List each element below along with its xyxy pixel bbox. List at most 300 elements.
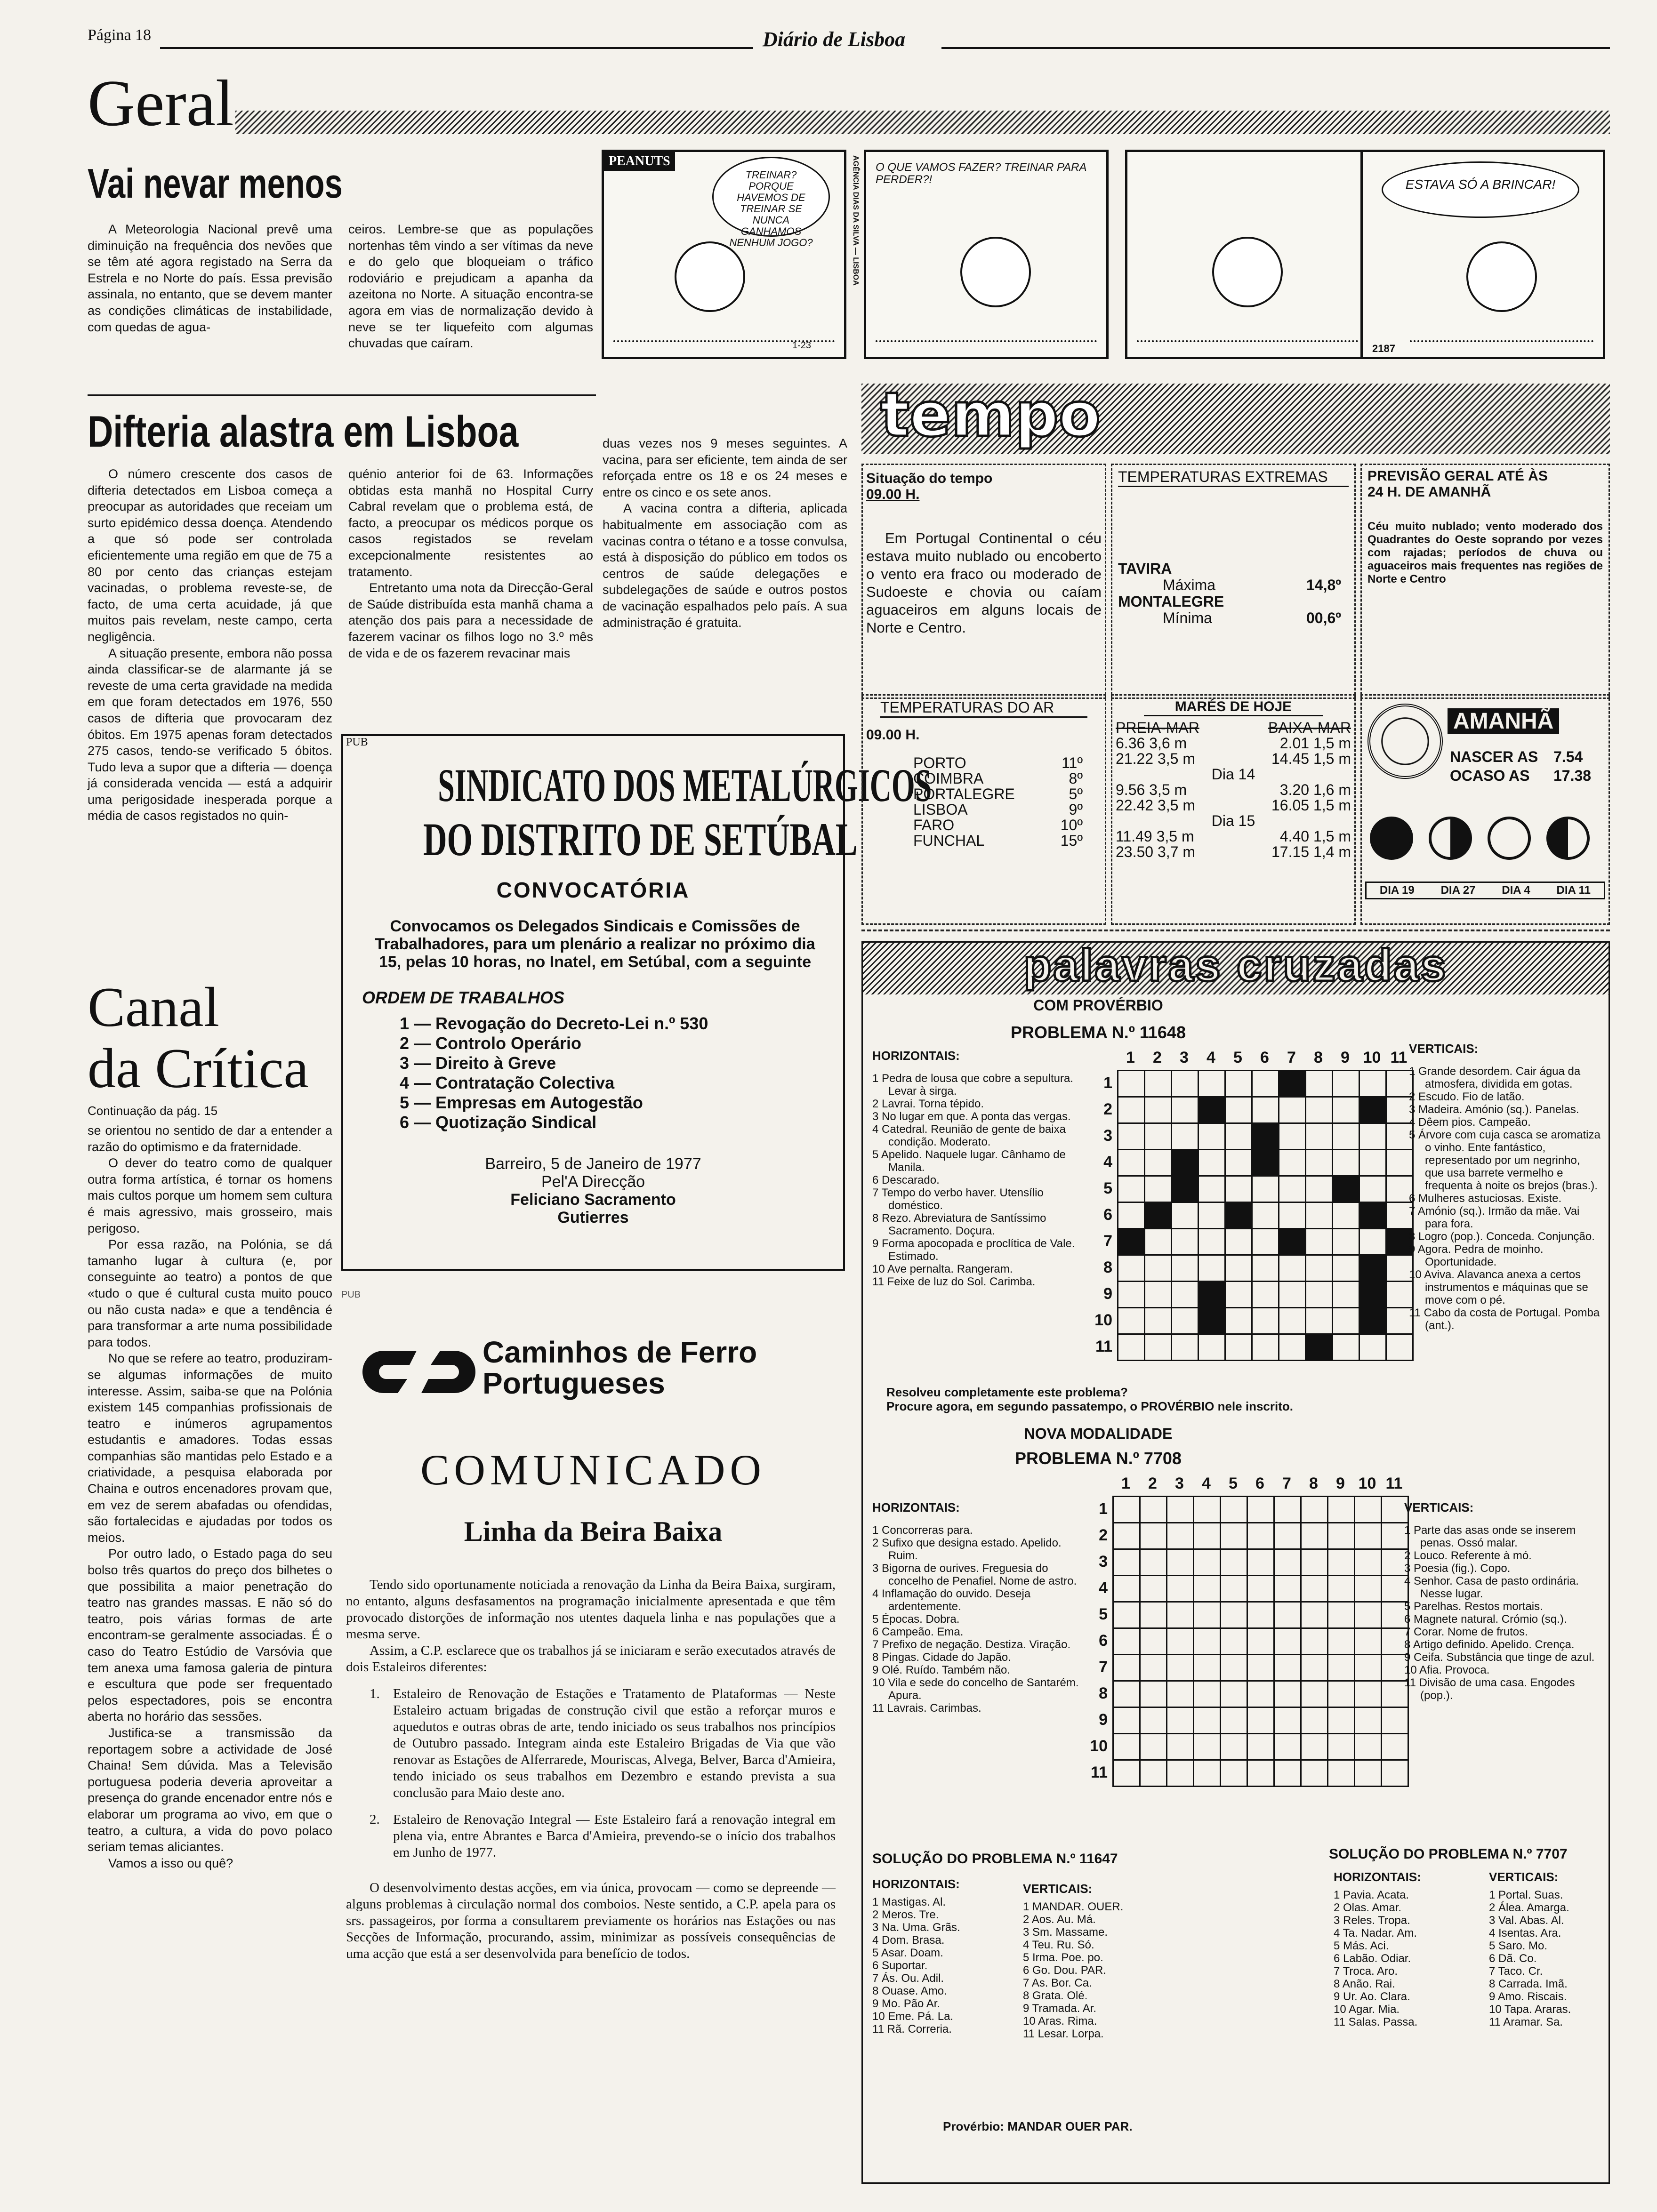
- grid-cell[interactable]: [1118, 1334, 1145, 1361]
- weather-extreme-min-value: 00,6º: [1306, 609, 1341, 626]
- grid-cell[interactable]: [1247, 1497, 1274, 1523]
- grid-cell[interactable]: [1333, 1255, 1359, 1282]
- grid-cell[interactable]: [1140, 1497, 1167, 1523]
- grid-cell[interactable]: [1359, 1071, 1386, 1097]
- weather-extremes-title: TEMPERATURAS EXTREMAS: [1118, 468, 1349, 487]
- grid-cell[interactable]: [1274, 1734, 1301, 1760]
- grid-cell[interactable]: [1328, 1497, 1355, 1523]
- crossword-problem-2: PROBLEMA N.º 7708: [1015, 1449, 1182, 1468]
- grid-cell[interactable]: [1225, 1255, 1252, 1282]
- grid-cell[interactable]: [1167, 1576, 1194, 1602]
- grid-cell[interactable]: [1225, 1176, 1252, 1202]
- grid-cell[interactable]: [1247, 1549, 1274, 1576]
- grid-cell[interactable]: [1118, 1255, 1145, 1282]
- crossword-subtitle: COM PROVÉRBIO: [1033, 997, 1163, 1014]
- grid-cell[interactable]: [1199, 1334, 1225, 1361]
- grid-cell[interactable]: [1247, 1523, 1274, 1549]
- grid-cell[interactable]: [1306, 1334, 1333, 1361]
- sunset-value: 17.38: [1553, 767, 1592, 784]
- grid-cell[interactable]: [1172, 1097, 1199, 1123]
- grid-cell[interactable]: [1355, 1734, 1382, 1760]
- grid-cell[interactable]: [1333, 1176, 1359, 1202]
- grid-cell[interactable]: [1247, 1602, 1274, 1628]
- grid-cell[interactable]: [1328, 1549, 1355, 1576]
- grid-cell[interactable]: [1194, 1576, 1221, 1602]
- grid-cell[interactable]: [1355, 1602, 1382, 1628]
- grid-cell[interactable]: [1306, 1308, 1333, 1334]
- grid-cell[interactable]: [1199, 1176, 1225, 1202]
- grid-cell[interactable]: [1359, 1282, 1386, 1308]
- grid-cell[interactable]: [1194, 1602, 1221, 1628]
- grid-cell[interactable]: [1359, 1229, 1386, 1255]
- grid-cell[interactable]: [1113, 1760, 1140, 1787]
- grid-cell[interactable]: [1145, 1255, 1172, 1282]
- agenda-item: 2 — Controlo Operário: [400, 1034, 582, 1053]
- grid-cell[interactable]: [1333, 1150, 1359, 1176]
- grid-cell[interactable]: [1145, 1334, 1172, 1361]
- grid-cell[interactable]: [1301, 1707, 1328, 1734]
- grid-cell[interactable]: [1333, 1097, 1359, 1123]
- grid-cell[interactable]: [1247, 1760, 1274, 1787]
- grid-cell[interactable]: [1113, 1681, 1140, 1707]
- weather-section: [861, 379, 1610, 925]
- grid-cell[interactable]: [1359, 1255, 1386, 1282]
- grid-cell[interactable]: [1328, 1681, 1355, 1707]
- canal-continuation: Continuação da pág. 15: [88, 1104, 218, 1118]
- grid-cell[interactable]: [1113, 1549, 1140, 1576]
- grid-cell[interactable]: [1225, 1202, 1252, 1229]
- solution-2-horizontal: 1 Pavia. Acata. 2 Olas. Amar. 3 Reles. Tropa. 4 Ta. Nadar. Am. 5 Más. Aci. 6 Labão. Odiar. 7 Troca. Aro. 8 Anão. Rai. 9 Ur. Ao. Clara. 10 Agar. Mia. 11 Salas. Passa.: [1334, 1889, 1418, 2028]
- puzzle2-horizontal-label: HORIZONTAIS:: [872, 1500, 960, 1515]
- air-row: PORTALEGRE 5º: [913, 785, 1083, 802]
- grid-cell[interactable]: [1113, 1602, 1140, 1628]
- grid-cell[interactable]: [1172, 1255, 1199, 1282]
- amanha-label: AMANHÃ: [1448, 708, 1559, 734]
- page-number: Página 18: [88, 26, 152, 44]
- cp-ad-tag: PUB: [341, 1290, 361, 1300]
- weather-forecast-title: PREVISÃO GERAL ATÉ ÀS 24 H. DE AMANHÃ: [1367, 468, 1548, 500]
- grid-cell[interactable]: [1221, 1655, 1247, 1681]
- grid-cell[interactable]: [1252, 1255, 1279, 1282]
- masthead-rule-right: [941, 47, 1610, 49]
- grid-cell[interactable]: [1194, 1549, 1221, 1576]
- grid-cell[interactable]: [1172, 1176, 1199, 1202]
- grid-cell[interactable]: [1167, 1602, 1194, 1628]
- grid-cell[interactable]: [1221, 1602, 1247, 1628]
- grid-cell[interactable]: [1145, 1150, 1172, 1176]
- grid-cell[interactable]: [1140, 1628, 1167, 1655]
- grid-cell[interactable]: [1306, 1150, 1333, 1176]
- grid-cell[interactable]: [1252, 1334, 1279, 1361]
- grid-cell[interactable]: [1113, 1576, 1140, 1602]
- sun-icon: [1367, 704, 1443, 779]
- grid-cell[interactable]: [1118, 1229, 1145, 1255]
- grid-cell[interactable]: [1172, 1229, 1199, 1255]
- grid-cell[interactable]: [1194, 1734, 1221, 1760]
- grid-cell[interactable]: [1252, 1308, 1279, 1334]
- grid-cell[interactable]: [1252, 1123, 1279, 1150]
- grid-cell[interactable]: [1355, 1497, 1382, 1523]
- grid-cell[interactable]: [1301, 1655, 1328, 1681]
- grid-cell[interactable]: [1221, 1760, 1247, 1787]
- grid-cell[interactable]: [1118, 1176, 1145, 1202]
- grid-cell[interactable]: [1118, 1097, 1145, 1123]
- puzzle1-vertical-clues: 1 Grande desordem. Cair água da atmosfera, dividida em gotas. 2 Escudo. Fio de latão. 3 Madeira. Amónio (sq.). Panelas. 4 Dêem pios. Campeão. 5 Árvore com cuja casca se aromatiza o vinho. Ente fantástico, representado por um negrinho, que usa barrete vermelho e frequenta à noite os brejos (bras.). 6 Mulheres astuciosas. Existe. 7 Amónio (sq.). Irmão da mãe. Vai para fora. 8 Logro (pop.). Conceda. Conjunção. 9 Agora. Pedra de moinho. Oportunidade. 10 Aviva. Alavanca anexa a certos instrumentos e máquinas que se move com o pé. 11 Cabo da costa de Portugal. Pomba (ant.).: [1409, 1065, 1601, 1332]
- grid-cell[interactable]: [1145, 1097, 1172, 1123]
- weather-extreme-max-label: Máxima: [1163, 577, 1216, 593]
- comic-ground-2: [876, 340, 1097, 342]
- grid-cell[interactable]: [1225, 1334, 1252, 1361]
- diphtheria-col1: O número crescente dos casos de difteria detectados em Lisboa começa a preocupar as autoridades que receiam um surto epidémico dessa doença. Atendendo a que só pode ser controlada eficientemente uma região em que de 75 a 80 por cento das crianças estejam vacinadas, o problema reveste-se, de facto, de uma certa acuidade, já que muitos pais revelam, neste campo, certa negligência. A situação presente, embora não possa ainda classificar-se de alarmante já se reveste de uma certa gravidade na medida em que foram detectados em 1976, 550 casos de difteria que provocaram dez óbitos. Em 1975 apenas foram detectados 275 casos, tendo-se verificado 5 óbitos. Tudo leva a supor que a difteria — doença já considerada vencida — está a adquirir uma perigosidade inesperada porque a média de casos registados no quin-: [88, 467, 332, 823]
- grid-cell[interactable]: [1274, 1681, 1301, 1707]
- weather-air-table: [913, 755, 1083, 849]
- grid-cell[interactable]: [1301, 1523, 1328, 1549]
- proverb-answer: Provérbio: MANDAR OUER PAR.: [943, 2119, 1133, 2133]
- union-ad-signoff: Barreiro, 5 de Janeiro de 1977 Pel'A Direcção Feliciano Sacramento Gutierres: [485, 1155, 701, 1226]
- grid-cell[interactable]: [1279, 1071, 1306, 1097]
- grid-cell[interactable]: [1199, 1282, 1225, 1308]
- grid-cell[interactable]: [1359, 1176, 1386, 1202]
- charlie-brown-figure-3: [1212, 237, 1283, 307]
- grid-cell[interactable]: [1199, 1229, 1225, 1255]
- canal-title-1: Canal: [88, 976, 219, 1038]
- grid-cell[interactable]: [1113, 1497, 1140, 1523]
- crossword-top-rule: [861, 930, 1610, 931]
- speech-balloon-2: O QUE VAMOS FAZER? TREINAR PARA PERDER?!: [876, 161, 1086, 186]
- weather-forecast-text: Céu muito nublado; vento moderado dos Quadrantes do Oeste soprando por vezes com rajadas; períodos de chuva ou aguaceiros mais frequentes nas regiões de Norte e Centro: [1367, 520, 1603, 585]
- puzzle1-vertical-label: VERTICAIS:: [1409, 1042, 1479, 1056]
- union-ad-pub-tag: PUB: [346, 736, 368, 748]
- grid-cell[interactable]: [1221, 1549, 1247, 1576]
- grid-cell[interactable]: [1194, 1628, 1221, 1655]
- grid-cell[interactable]: [1167, 1523, 1194, 1549]
- grid-cell[interactable]: [1274, 1549, 1301, 1576]
- grid-cell[interactable]: [1145, 1308, 1172, 1334]
- grid-cell[interactable]: [1279, 1123, 1306, 1150]
- grid-cell[interactable]: [1359, 1097, 1386, 1123]
- grid-cell[interactable]: [1274, 1628, 1301, 1655]
- grid-cell[interactable]: [1167, 1707, 1194, 1734]
- grid-cell[interactable]: [1333, 1334, 1359, 1361]
- puzzle1-horizontal-label: HORIZONTAIS:: [872, 1049, 960, 1063]
- grid-cell[interactable]: [1172, 1123, 1199, 1150]
- grid-cell[interactable]: [1279, 1282, 1306, 1308]
- grid-cell[interactable]: [1225, 1282, 1252, 1308]
- grid-cell[interactable]: [1145, 1123, 1172, 1150]
- grid-cell[interactable]: [1194, 1707, 1221, 1734]
- comic-ground-3: [1137, 340, 1358, 342]
- weather-tides-table: PREIA-MAR BAIXA-MAR 6.36 3,6 m 2.01 1,5 m 21.22 3,5 m 14.45 1,5 m Dia 14 9.56 3,5 m 3.20 1,6 m 22.42 3,5 m 16.05 1,5 m Dia 15 11.49 3,5 m 4.40 1,5 m 23.50 3,7 m 17.15 1,4 m: [1116, 719, 1351, 860]
- sunrise-value: 7.54: [1553, 748, 1583, 765]
- grid-cell[interactable]: [1140, 1576, 1167, 1602]
- grid-cell[interactable]: [1274, 1497, 1301, 1523]
- grid-cell[interactable]: [1359, 1202, 1386, 1229]
- grid-cell[interactable]: [1274, 1655, 1301, 1681]
- grid-cell[interactable]: [1145, 1229, 1172, 1255]
- grid-cell[interactable]: [1194, 1497, 1221, 1523]
- grid-cell[interactable]: [1172, 1308, 1199, 1334]
- grid-cell[interactable]: [1140, 1760, 1167, 1787]
- grid-cell[interactable]: [1247, 1681, 1274, 1707]
- grid-cell[interactable]: [1172, 1150, 1199, 1176]
- masthead-title: Diário de Lisboa: [763, 28, 906, 51]
- grid-cell[interactable]: [1172, 1202, 1199, 1229]
- canal-body: se orientou no sentido de dar a entender a razão do optimismo e da fraternidade. O dever do teatro como de qualquer outra forma artística, é tornar os homens mais cultos porque um homem sem cultura é mais agressivo, mais grosseiro, mais perigoso. Por essa razão, na Polónia, se dá tamanho lugar à cultura (e, por conseguinte ao teatro) a pontos de que «tudo o que é cultural custa muito pouco ou não custa nada» e que a tendência é para transformar a arte numa possibilidade para todos. No que se refere ao teatro, produziram-se algumas informações de muito interesse. Assim, saiba-se que na Polónia existem 145 companhias profissionais de teatro e inúmeros agrupamentos estudantis e amadores. Todas essas companhias são mantidas pelo Estado e a criatividade, a pesquisa elaborada por Chaina e outros encenadores provam que, em vez de serem abafadas ou ofendidas, são fortalecidas e ajudadas por todos os meios. Por outro lado, o Estado paga do seu bolso três quartos do preço dos bilhetes o que possibilita a maior penetração do teatro nas grandes massas. E não só do teatro, pois várias formas de arte encontram-se geralmente associadas. É o caso do Teatro Estúdio de Varsóvia que tem anexa uma famosa galeria de pintura e escultura que pode ser frequentado pelos espectadores, pois se encontra aberta no horário das sessões. Justifica-se a transmissão da reportagem sobre a actividade de José Chaina! Sem dúvida. Mas a Televisão portuguesa poderia deveria aproveitar a presença do grande encenador entre nós e elaborar um programa ao vivo, em que o teatro, a cultura, a vida do povo polaco seriam temas aliciantes. Vamos a isso ou quê?: [88, 1123, 332, 1870]
- weather-situation-text: Em Portugal Continental o céu estava muito nublado ou encoberto o vento era fraco ou moderado de Sudoeste e chovia ou caíam aguaceiros em alguns locais de Norte e Centro.: [866, 530, 1102, 636]
- grid-cell[interactable]: [1113, 1523, 1140, 1549]
- grid-cell[interactable]: [1118, 1282, 1145, 1308]
- grid-cell[interactable]: [1301, 1549, 1328, 1576]
- grid-cell[interactable]: [1301, 1760, 1328, 1787]
- grid-cell[interactable]: [1247, 1628, 1274, 1655]
- grid-cell[interactable]: [1279, 1229, 1306, 1255]
- snow-col2: ceiros. Lembre-se que as populações nortenhas têm vindo a ser vítimas da neve e do gelo que bloqueiam o tráfico rodoviário e prejudicam a apanha da azeitona no Norte. A situação encontra-se agora em vias de normalização devido à neve se ter liquefeito com algumas chuvadas que caíram.: [348, 222, 593, 351]
- comic-panel-2: [864, 150, 1109, 359]
- grid-cell[interactable]: [1355, 1549, 1382, 1576]
- agenda-item: 3 — Direito à Greve: [400, 1053, 556, 1073]
- grid-cell[interactable]: [1355, 1655, 1382, 1681]
- moon-new-icon: [1370, 817, 1413, 860]
- grid-cell[interactable]: [1359, 1308, 1386, 1334]
- puzzle1-grid[interactable]: [1117, 1070, 1414, 1361]
- grid-cell[interactable]: [1382, 1734, 1408, 1760]
- grid-cell[interactable]: [1306, 1202, 1333, 1229]
- grid-cell[interactable]: [1333, 1229, 1359, 1255]
- grid-cell[interactable]: [1252, 1229, 1279, 1255]
- grid-cell[interactable]: [1306, 1255, 1333, 1282]
- grid-cell[interactable]: [1167, 1549, 1194, 1576]
- grid-cell[interactable]: [1382, 1707, 1408, 1734]
- masthead-rule-left: [160, 47, 753, 49]
- grid-cell[interactable]: [1359, 1334, 1386, 1361]
- grid-cell[interactable]: [1301, 1681, 1328, 1707]
- grid-cell[interactable]: [1382, 1760, 1408, 1787]
- union-ad-subtitle: CONVOCATÓRIA: [496, 878, 690, 902]
- grid-cell[interactable]: [1279, 1334, 1306, 1361]
- grid-cell[interactable]: [1328, 1628, 1355, 1655]
- grid-cell[interactable]: [1306, 1282, 1333, 1308]
- grid-cell[interactable]: [1140, 1549, 1167, 1576]
- grid-cell[interactable]: [1301, 1576, 1328, 1602]
- cp-body: Tendo sido oportunamente noticiada a renovação da Linha da Beira Baixa, surgiram, no entanto, alguns desfasamentos na programação inicialmente apresentada e que têm provocado distorções de informação nos utentes daquela linha e nas populações que a mesma serve. Assim, a C.P. esclarece que os trabalhos já se iniciaram e serão executados através de dois Estaleiros diferentes: 1. Estaleiro de Renovação de Estações e Tratamento de Plataformas — Neste Estaleiro actuam brigadas de construção civil que estão a reforçar muros e aquedutos e outras obras de arte, tendo iniciado os seus trabalhos nos princípios de Outubro passado. Integram ainda este Estaleiro Brigadas de Via que vão renovar as Estações de Alferrarede, Mouriscas, Alvega, Belver, Barca d'Amieira, tendo iniciado os seus trabalhos em Dezembro e estando prevista a sua conclusão para Maio deste ano. 2. Estaleiro de Renovação Integral — Este Estaleiro fará a renovação integral em plena via, entre Abrantes e Barca d'Amieira, prevendo-se o início dos trabalhos em Junho de 1977. O desenvolvimento destas acções, em via única, provocam — como se depreende — alguns problemas à circulação normal dos comboios. Neste sentido, a C.P. apela para os srs. passageiros, por forma a consultarem previamente os horários nas Estações ou nas Secções de Informação, procurando, assim, minimizar as possíveis consequências de uma acção que está a ser desenvolvida para benefício de todos.: [346, 1577, 836, 1961]
- grid-cell[interactable]: [1172, 1071, 1199, 1097]
- grid-cell[interactable]: [1279, 1202, 1306, 1229]
- cp-logo-icon: [365, 1346, 473, 1398]
- grid-cell[interactable]: [1252, 1097, 1279, 1123]
- grid-cell[interactable]: [1252, 1176, 1279, 1202]
- grid-cell[interactable]: [1221, 1734, 1247, 1760]
- grid-cell[interactable]: [1113, 1734, 1140, 1760]
- grid-cell[interactable]: [1328, 1655, 1355, 1681]
- weather-tides-title: MARÉS DE HOJE: [1144, 699, 1323, 716]
- grid-cell[interactable]: [1355, 1523, 1382, 1549]
- grid-cell[interactable]: [1199, 1097, 1225, 1123]
- grid-cell[interactable]: [1279, 1097, 1306, 1123]
- grid-cell[interactable]: [1328, 1734, 1355, 1760]
- grid-cell[interactable]: [1301, 1602, 1328, 1628]
- grid-cell[interactable]: [1145, 1071, 1172, 1097]
- grid-cell[interactable]: [1274, 1707, 1301, 1734]
- grid-cell[interactable]: [1247, 1707, 1274, 1734]
- charlie-brown-figure-4: [1466, 241, 1537, 312]
- grid-cell[interactable]: [1333, 1071, 1359, 1097]
- grid-cell[interactable]: [1301, 1497, 1328, 1523]
- grid-cell[interactable]: [1221, 1576, 1247, 1602]
- grid-cell[interactable]: [1199, 1150, 1225, 1176]
- grid-cell[interactable]: [1359, 1150, 1386, 1176]
- grid-cell[interactable]: [1306, 1229, 1333, 1255]
- charlie-brown-figure-1: [675, 241, 745, 312]
- weather-air-title: TEMPERATURAS DO AR: [880, 699, 1087, 718]
- grid-cell[interactable]: [1355, 1760, 1382, 1787]
- solution-1-vertical: 1 MANDAR. OUER. 2 Aos. Au. Má. 3 Sm. Massame. 4 Teu. Ru. Só. 5 Irma. Poe. po. 6 Go. Dou. PAR. 7 As. Bor. Ca. 8 Grata. Olé. 9 Tramada. Ar. 10 Aras. Rima. 11 Lesar. Lorpa.: [1023, 1900, 1124, 2040]
- grid-cell[interactable]: [1306, 1123, 1333, 1150]
- grid-cell[interactable]: [1221, 1628, 1247, 1655]
- grid-cell[interactable]: [1167, 1734, 1194, 1760]
- weather-title: tempo: [880, 379, 1101, 450]
- grid-cell[interactable]: [1221, 1681, 1247, 1707]
- solution-2-vertical: 1 Portal. Suas. 2 Álea. Amarga. 3 Val. Abas. Al. 4 Isentas. Ara. 5 Saro. Mo. 6 Dã. Co. 7 Taco. Cr. 8 Carrada. Imã. 9 Amo. Riscais. 10 Tapa. Araras. 11 Aramar. Sa.: [1489, 1889, 1571, 2028]
- grid-cell[interactable]: [1221, 1523, 1247, 1549]
- grid-cell[interactable]: [1140, 1681, 1167, 1707]
- grid-cell[interactable]: [1306, 1176, 1333, 1202]
- grid-cell[interactable]: [1274, 1576, 1301, 1602]
- puzzle2-row-numbers: 1 2 3 4 5 6 7 8 9 10 11: [1090, 1500, 1108, 1781]
- grid-cell[interactable]: [1113, 1707, 1140, 1734]
- grid-cell[interactable]: [1355, 1576, 1382, 1602]
- grid-cell[interactable]: [1328, 1760, 1355, 1787]
- grid-cell[interactable]: [1333, 1308, 1359, 1334]
- grid-cell[interactable]: [1328, 1576, 1355, 1602]
- grid-cell[interactable]: [1301, 1628, 1328, 1655]
- grid-cell[interactable]: [1274, 1602, 1301, 1628]
- grid-cell[interactable]: [1274, 1523, 1301, 1549]
- puzzle2-vertical-label: VERTICAIS:: [1404, 1500, 1474, 1515]
- grid-cell[interactable]: [1225, 1071, 1252, 1097]
- grid-cell[interactable]: [1328, 1523, 1355, 1549]
- grid-cell[interactable]: [1355, 1681, 1382, 1707]
- grid-cell[interactable]: [1247, 1576, 1274, 1602]
- puzzle2-grid[interactable]: [1112, 1496, 1409, 1787]
- grid-cell[interactable]: [1279, 1176, 1306, 1202]
- sunrise-label: NASCER AS: [1450, 748, 1538, 765]
- comic-panel-4: [1360, 150, 1605, 359]
- moon-full-icon: [1488, 817, 1531, 860]
- grid-cell[interactable]: [1167, 1655, 1194, 1681]
- grid-cell[interactable]: [1355, 1707, 1382, 1734]
- grid-cell[interactable]: [1194, 1681, 1221, 1707]
- grid-cell[interactable]: [1167, 1681, 1194, 1707]
- grid-cell[interactable]: [1279, 1308, 1306, 1334]
- grid-cell[interactable]: [1167, 1760, 1194, 1787]
- grid-cell[interactable]: [1301, 1734, 1328, 1760]
- grid-cell[interactable]: [1140, 1523, 1167, 1549]
- solution-1-hor-label: HORIZONTAIS:: [872, 1877, 960, 1891]
- grid-cell[interactable]: [1252, 1202, 1279, 1229]
- grid-cell[interactable]: [1333, 1202, 1359, 1229]
- grid-cell[interactable]: [1247, 1734, 1274, 1760]
- grid-cell[interactable]: [1333, 1123, 1359, 1150]
- solution-1-horizontal: 1 Mastigas. Al. 2 Meros. Tre. 3 Na. Uma. Grãs. 4 Dom. Brasa. 5 Asar. Doam. 6 Suportar. 7 Ás. Ou. Adil. 8 Ouase. Amo. 9 Mo. Pão Ar. 10 Eme. Pá. La. 11 Rã. Correria.: [872, 1896, 960, 2036]
- puzzle2-column-numbers: 1 2 3 4 5 6 7 8 9 10 11: [1121, 1475, 1403, 1492]
- comic-panel-3: [1125, 150, 1370, 359]
- grid-cell[interactable]: [1172, 1334, 1199, 1361]
- grid-cell[interactable]: [1113, 1628, 1140, 1655]
- grid-cell[interactable]: [1252, 1071, 1279, 1097]
- grid-cell[interactable]: [1247, 1655, 1274, 1681]
- grid-cell[interactable]: [1145, 1202, 1172, 1229]
- grid-cell[interactable]: [1328, 1707, 1355, 1734]
- section-title: Geral: [88, 67, 234, 140]
- grid-cell[interactable]: [1145, 1176, 1172, 1202]
- grid-cell[interactable]: [1199, 1255, 1225, 1282]
- grid-cell[interactable]: [1221, 1707, 1247, 1734]
- snow-divider: [88, 394, 596, 396]
- comic-logo: PEANUTS: [604, 152, 675, 171]
- grid-cell[interactable]: [1167, 1628, 1194, 1655]
- comic-date: 1-23: [792, 340, 812, 351]
- grid-cell[interactable]: [1118, 1202, 1145, 1229]
- grid-cell[interactable]: [1167, 1497, 1194, 1523]
- grid-cell[interactable]: [1225, 1229, 1252, 1255]
- grid-cell[interactable]: [1221, 1497, 1247, 1523]
- grid-cell[interactable]: [1194, 1523, 1221, 1549]
- grid-cell[interactable]: [1225, 1097, 1252, 1123]
- grid-cell[interactable]: [1252, 1150, 1279, 1176]
- crossword-problem-1: PROBLEMA N.º 11648: [1011, 1023, 1186, 1042]
- grid-cell[interactable]: [1140, 1602, 1167, 1628]
- grid-cell[interactable]: [1118, 1308, 1145, 1334]
- grid-cell[interactable]: [1225, 1123, 1252, 1150]
- grid-cell[interactable]: [1118, 1071, 1145, 1097]
- grid-cell[interactable]: [1279, 1255, 1306, 1282]
- grid-cell[interactable]: [1199, 1123, 1225, 1150]
- air-row: COIMBRA 8º: [913, 770, 1083, 787]
- grid-cell[interactable]: [1194, 1655, 1221, 1681]
- grid-cell[interactable]: [1386, 1334, 1413, 1361]
- grid-cell[interactable]: [1252, 1282, 1279, 1308]
- grid-cell[interactable]: [1199, 1071, 1225, 1097]
- grid-cell[interactable]: [1140, 1734, 1167, 1760]
- grid-cell[interactable]: [1225, 1308, 1252, 1334]
- comic-agency-credit: AGÊNCIA DIAS DA SILVA — LISBOA: [852, 155, 860, 286]
- grid-cell[interactable]: [1306, 1097, 1333, 1123]
- grid-cell[interactable]: [1274, 1760, 1301, 1787]
- grid-cell[interactable]: [1118, 1123, 1145, 1150]
- grid-cell[interactable]: [1140, 1707, 1167, 1734]
- grid-cell[interactable]: [1172, 1282, 1199, 1308]
- grid-cell[interactable]: [1199, 1308, 1225, 1334]
- grid-cell[interactable]: [1328, 1602, 1355, 1628]
- grid-cell[interactable]: [1194, 1760, 1221, 1787]
- snow-col1: A Meteorologia Nacional prevê uma diminuição na frequência dos nevões que se têm até agora registado na Serra da Estrela e no Norte do país. Essa previsão assinala, no entanto, que se devem manter as condições climáticas de instabilidade, com quedas de agua-: [88, 222, 332, 334]
- grid-cell[interactable]: [1306, 1071, 1333, 1097]
- grid-cell[interactable]: [1113, 1655, 1140, 1681]
- puzzle1-row-numbers: 1 2 3 4 5 6 7 8 9 10 11: [1094, 1074, 1112, 1355]
- grid-cell[interactable]: [1118, 1150, 1145, 1176]
- grid-cell[interactable]: [1199, 1202, 1225, 1229]
- grid-cell[interactable]: [1355, 1628, 1382, 1655]
- union-ad-body: Convocamos os Delegados Sindicais e Comissões de Trabalhadores, para um plenário a realizar no próximo dia 15, pelas 10 horas, no Inatel, em Setúbal, com a seguinte: [375, 917, 815, 971]
- grid-cell[interactable]: [1333, 1282, 1359, 1308]
- grid-cell[interactable]: [1140, 1655, 1167, 1681]
- grid-cell[interactable]: [1359, 1123, 1386, 1150]
- grid-cell[interactable]: [1279, 1150, 1306, 1176]
- air-row: PORTO 11º: [913, 754, 1083, 771]
- grid-cell[interactable]: [1225, 1150, 1252, 1176]
- moon-last-quarter-icon: [1546, 817, 1590, 860]
- grid-cell[interactable]: [1145, 1282, 1172, 1308]
